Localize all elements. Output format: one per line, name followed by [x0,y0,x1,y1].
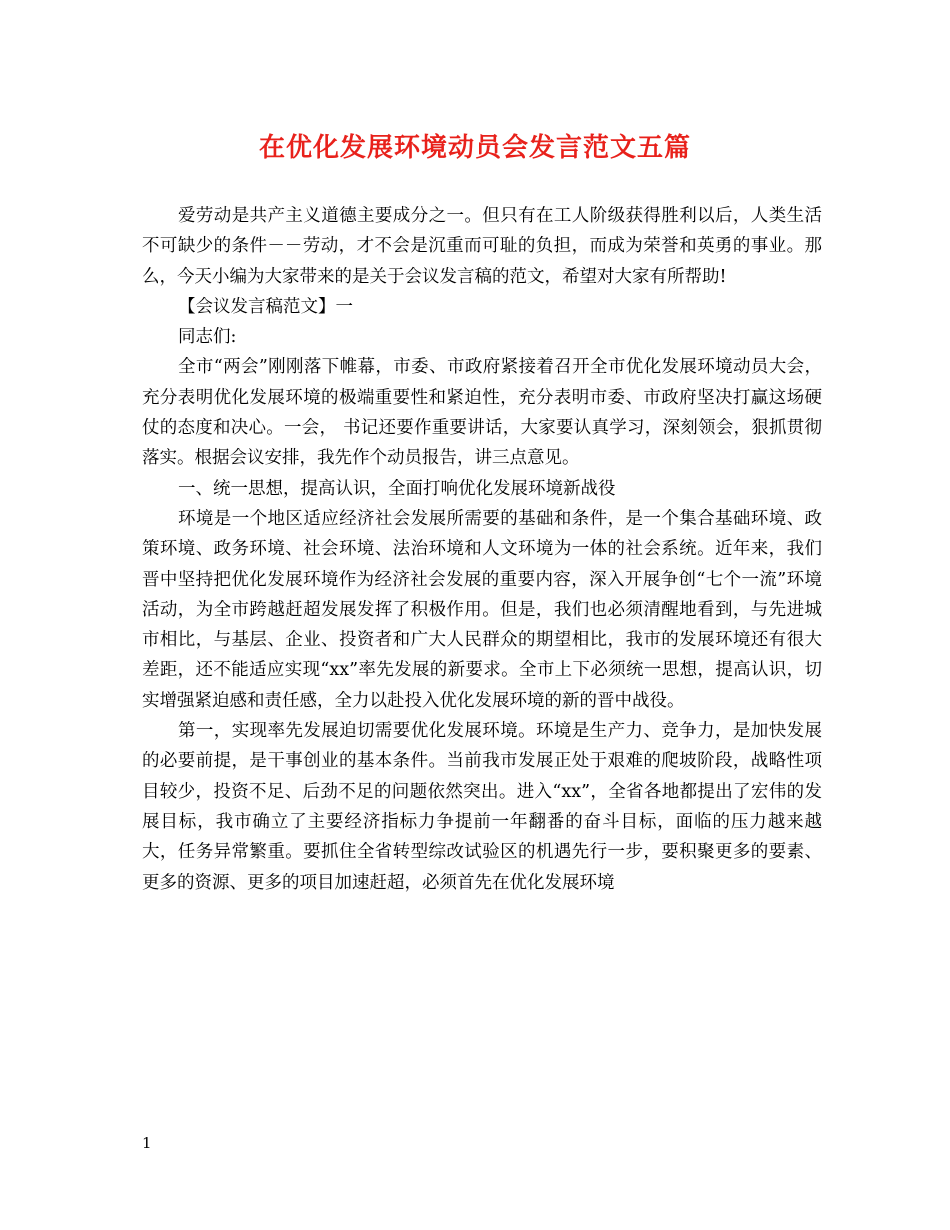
document-body [142,201,822,898]
body-paragraph: 全市“两会”刚刚落下帷幕，市委、市政府紧接着召开全市优化发展环境动员大会，充分表明优化发展环境的极端重要性和紧迫性，充分表明市委、市政府坚决打赢这场硬仗的态度和决心。一会， 书记还要作重要讲话，大家要认真学习，深刻领会，狠抓贯彻落实。根据会议安排，我先作个动员报告，讲三点意见。 [142,357,822,469]
page-number: 1 [142,1134,152,1152]
document-title: 在优化发展环境动员会发言范文五篇 [258,133,691,163]
section-heading-one: 一、统一思想，提高认识，全面打响优化发展环境新战役 [178,478,616,499]
section-heading-speech-one: 【会议发言稿范文】一 [178,296,353,317]
intro-paragraph: 爱劳动是共产主义道德主要成分之一。但只有在工人阶级获得胜利以后，人类生活不可缺少的条件－－劳动，才不会是沉重而可耻的负担，而成为荣誉和英勇的事业。那么，今天小编为大家带来的是关于会议发言稿的范文，希望对大家有所帮助! [142,206,822,287]
body-paragraph: 环境是一个地区适应经济社会发展所需要的基础和条件，是一个集合基础环境、政策环境、政务环境、社会环境、法治环境和人文环境为一体的社会系统。近年来，我们晋中坚持把优化发展环境作为经济社会发展的重要内容，深入开展争创“七个一流”环境活动，为全市跨越赶超发展发挥了积极作用。但是，我们也必须清醒地看到，与先进城市相比，与基层、企业、投资者和广大人民群众的期望相比，我市的发展环境还有很大差距，还不能适应实现“xx”率先发展的新要求。全市上下必须统一思想，提高认识，切实增强紧迫感和责任感，全力以赴投入优化发展环境的新的晋中战役。 [142,508,822,711]
salutation: 同志们: [178,327,237,348]
body-paragraph: 第一，实现率先发展迫切需要优化发展环境。环境是生产力、竞争力，是加快发展的必要前提，是干事创业的基本条件。当前我市发展正处于艰难的爬坡阶段，战略性项目较少，投资不足、后劲不足的问题依然突出。进入“xx”，全省各地都提出了宏伟的发展目标，我市确立了主要经济指标力争提前一年翻番的奋斗目标，面临的压力越来越大，任务异常繁重。要抓住全省转型综改试验区的机遇先行一步，要积聚更多的要素、更多的资源、更多的项目加速赶超，必须首先在优化发展环境 [142,721,822,893]
